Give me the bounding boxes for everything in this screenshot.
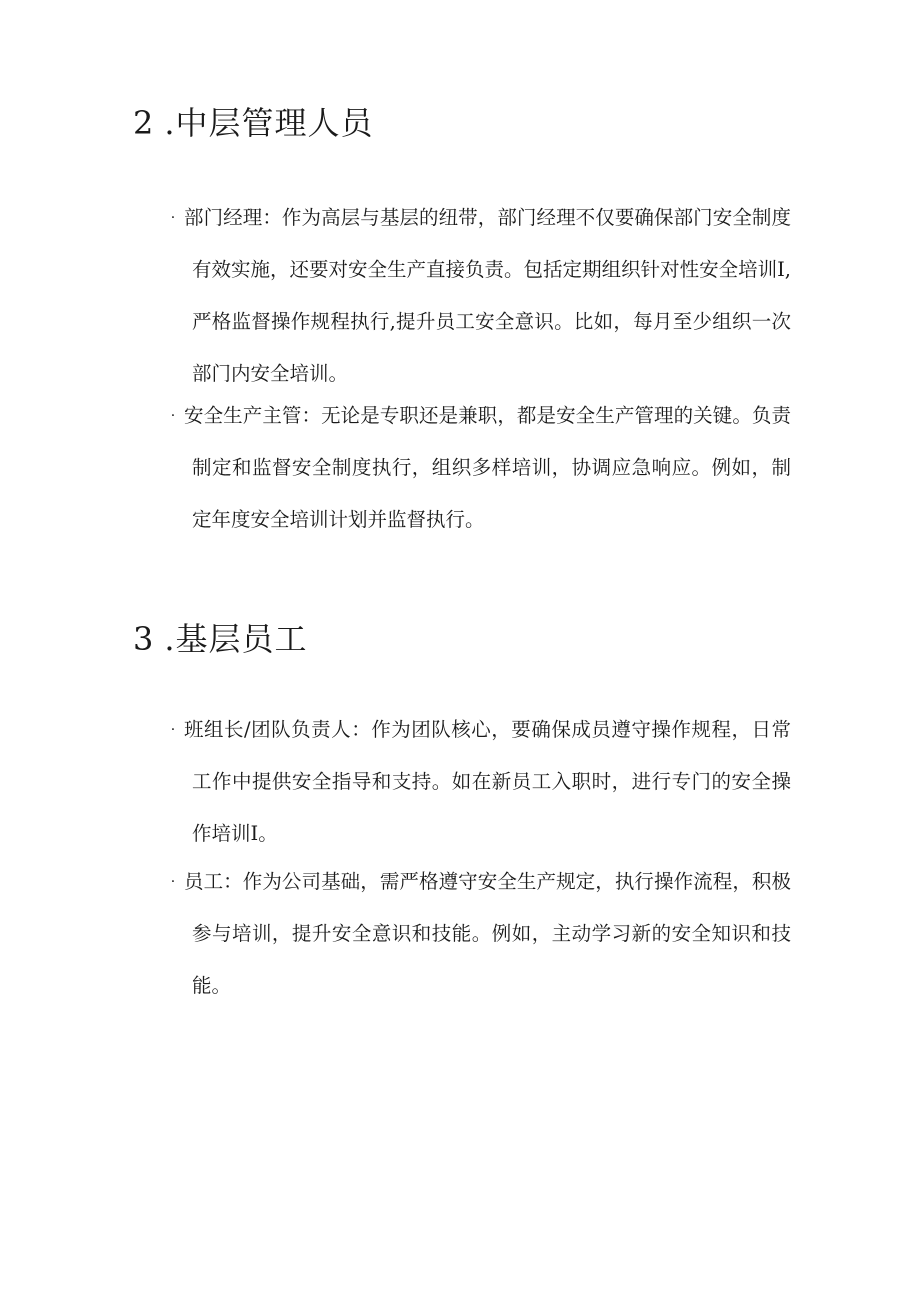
section-title: .中层管理人员: [164, 104, 374, 142]
list-item-text: 部门经理：作为高层与基层的纽带，部门经理不仅要确保部门安全制度有效实施，还要对安全生产直接负责。包括定期组织针对性安全培训I,严格监督操作规程执行,提升员工安全意识。比如，每月至少组织一次部门内安全培训。: [184, 206, 791, 385]
bullet-icon: ·: [170, 210, 176, 226]
section-title: .基层员工: [164, 620, 308, 658]
bullet-icon: ·: [170, 408, 176, 424]
list-item-text: 班组长/团队负责人：作为团队核心，要确保成员遵守操作规程，日常工作中提供安全指导和支持。如在新员工入职时，进行专门的安全操作培训I。: [184, 718, 791, 845]
section-heading-frontline-staff: [133, 614, 308, 660]
list-item-safety-supervisor: [166, 390, 791, 546]
section-number: 2: [133, 104, 155, 142]
section-heading-middle-management: [133, 98, 374, 144]
list-item-text: 安全生产主管：无论是专职还是兼职，都是安全生产管理的关键。负责制定和监督安全制度执行，组织多样培训，协调应急响应。例如，制定年度安全培训计划并监督执行。: [184, 404, 791, 531]
list-item-text: 员工：作为公司基础，需严格遵守安全生产规定，执行操作流程，积极参与培训，提升安全意识和技能。例如，主动学习新的安全知识和技能。: [184, 870, 791, 997]
bullet-icon: ·: [170, 722, 176, 738]
list-item-employee: [166, 856, 791, 1012]
list-item-team-leader: [166, 704, 791, 860]
section-number: 3: [133, 620, 155, 658]
bullet-icon: ·: [170, 874, 176, 890]
list-item-department-manager: [166, 192, 791, 400]
